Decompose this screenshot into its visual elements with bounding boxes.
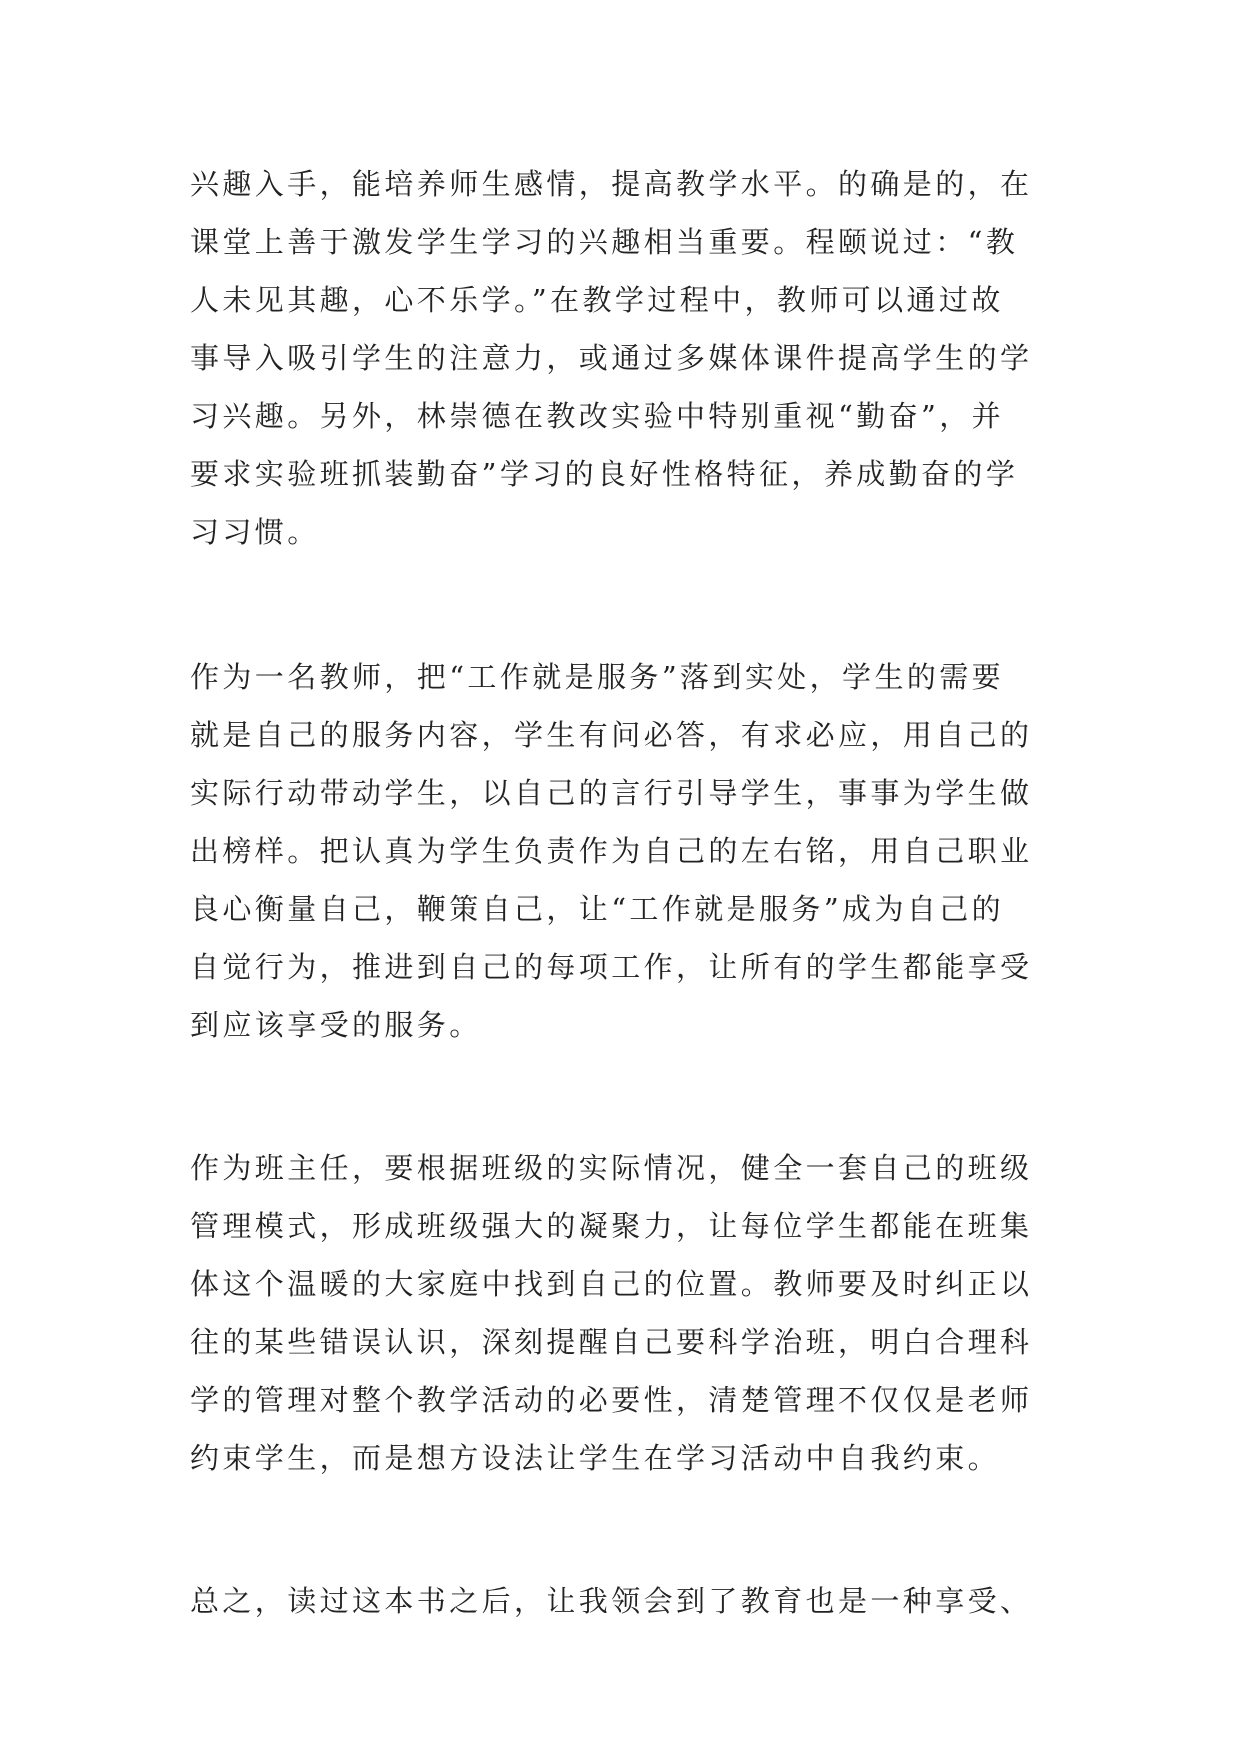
- paragraph-2: [190, 648, 1170, 1054]
- paragraph-4: [190, 1572, 1170, 1630]
- text-line: 良心衡量自己，鞭策自己，让“工作就是服务”成为自己的: [190, 892, 1005, 926]
- text-line: 约束学生，而是想方设法让学生在学习活动中自我约束。: [190, 1441, 1001, 1475]
- text-line: 作为班主任，要根据班级的实际情况，健全一套自己的班级: [190, 1151, 1033, 1185]
- text-line: 体这个温暖的大家庭中找到自己的位置。教师要及时纠正以: [190, 1267, 1033, 1301]
- text-line: 学的管理对整个教学活动的必要性，清楚管理不仅仅是老师: [190, 1383, 1033, 1417]
- text-line: 习兴趣。另外，林崇德在教改实验中特别重视“勤奋”，并: [190, 399, 1005, 433]
- text-line: 往的某些错误认识，深刻提醒自己要科学治班，明白合理科: [190, 1325, 1033, 1359]
- text-line: 管理模式，形成班级强大的凝聚力，让每位学生都能在班集: [190, 1209, 1033, 1243]
- paragraph-1: [190, 155, 1170, 561]
- text-line: 出榜样。把认真为学生负责作为自己的左右铭，用自己职业: [190, 834, 1033, 868]
- text-line: 就是自己的服务内容，学生有问必答，有求必应，用自己的: [190, 718, 1033, 752]
- text-line: 总之，读过这本书之后，让我领会到了教育也是一种享受、: [190, 1584, 1033, 1618]
- document-body: [190, 155, 1170, 1630]
- text-line: 实际行动带动学生，以自己的言行引导学生，事事为学生做: [190, 776, 1033, 810]
- text-line: 作为一名教师，把“工作就是服务”落到实处，学生的需要: [190, 660, 1005, 694]
- text-line: 事导入吸引学生的注意力，或通过多媒体课件提高学生的学: [190, 341, 1033, 375]
- text-line: 兴趣入手，能培养师生感情，提高教学水平。的确是的，在: [190, 167, 1033, 201]
- text-line: 要求实验班抓装勤奋”学习的良好性格特征，养成勤奋的学: [190, 457, 1019, 491]
- text-line: 自觉行为，推进到自己的每项工作，让所有的学生都能享受: [190, 950, 1033, 984]
- text-line: 到应该享受的服务。: [190, 1008, 482, 1042]
- text-line: 习习惯。: [190, 515, 320, 549]
- text-line: 人未见其趣，心不乐学。”在教学过程中，教师可以通过故: [190, 283, 1004, 317]
- text-line: 课堂上善于激发学生学习的兴趣相当重要。程颐说过：“教: [190, 225, 1019, 259]
- paragraph-3: [190, 1139, 1170, 1487]
